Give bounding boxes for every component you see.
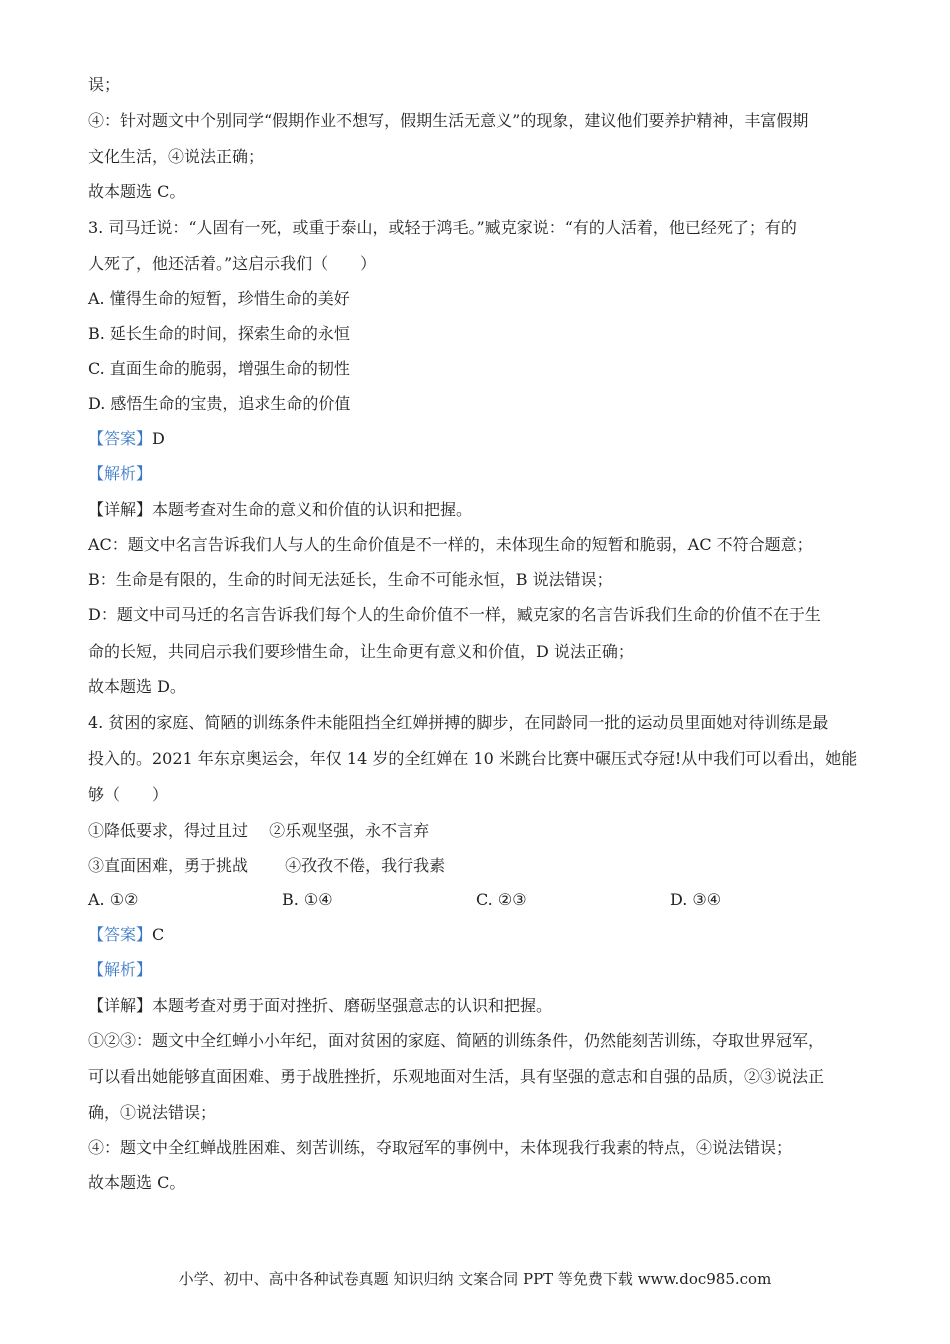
analysis-tag: 【解析】: [88, 464, 153, 483]
question-4-stem: 够（ ）: [88, 785, 169, 804]
detail-tag: 【详解】: [88, 500, 153, 519]
question-4-option-a: A. ①②: [88, 890, 139, 909]
text-line: ①②③：题文中全红蝉小小年纪，面对贫困的家庭、简陋的训练条件，仍然能刻苦训练，夺取世界冠军，: [88, 1031, 825, 1050]
question-3-option-a: A. 懂得生命的短暂，珍惜生命的美好: [88, 289, 350, 308]
text-line: 故本题选 C。: [88, 1173, 186, 1192]
text-line: 误；: [88, 75, 121, 94]
answer-value: C: [152, 925, 165, 944]
text-line: ④：题文中全红蝉战胜困难、刻苦训练，夺取冠军的事例中，未体现我行我素的特点，④说法错误；: [88, 1138, 793, 1157]
text-line: D：题文中司马迁的名言告诉我们每个人的生命价值不一样，臧克家的名言告诉我们生命的价值不在于生: [88, 605, 821, 624]
question-4-items: ③直面困难，勇于挑战 ④孜孜不倦，我行我素: [88, 856, 446, 875]
text-line: 可以看出她能够直面困难、勇于战胜挫折，乐观地面对生活，具有坚强的意志和自强的品质，②③说法正: [88, 1067, 825, 1086]
question-4-analysis-tag: [88, 959, 152, 981]
text-line: 故本题选 C。: [88, 182, 186, 201]
answer-tag: 【答案】: [88, 925, 153, 944]
text-line: B：生命是有限的，生命的时间无法延长，生命不可能永恒，B 说法错误；: [88, 570, 613, 589]
question-4-option-c: C. ②③: [476, 890, 527, 909]
question-4-items: ①降低要求，得过且过 ②乐观坚强，永不言弃: [88, 821, 430, 840]
text-line: 文化生活，④说法正确；: [88, 147, 265, 166]
page-footer: 小学、初中、高中各种试卷真题 知识归纳 文案合同 PPT 等免费下载 www.doc985.com: [178, 1270, 772, 1288]
text-line: 命的长短，共同启示我们要珍惜生命，让生命更有意义和价值，D 说法正确；: [88, 642, 634, 661]
question-3-option-c: C. 直面生命的脆弱，增强生命的韧性: [88, 359, 350, 378]
answer-value: D: [152, 429, 165, 448]
detail-text: 本题考查对勇于面对挫折、磨砺坚强意志的认识和把握。: [152, 996, 553, 1015]
text-line: AC：题文中名言告诉我们人与人的生命价值是不一样的，未体现生命的短暂和脆弱，AC 不符合题意；: [88, 535, 813, 554]
question-4-stem: 4. 贫困的家庭、简陋的训练条件未能阻挡全红婵拼搏的脚步，在同龄同一批的运动员里面她对待训练是最: [88, 713, 829, 732]
detail-text: 本题考查对生命的意义和价值的认识和把握。: [152, 500, 473, 519]
question-4-option-d: D. ③④: [670, 890, 722, 909]
question-4-detail: [88, 995, 552, 1017]
detail-tag: 【详解】: [88, 996, 153, 1015]
analysis-tag: 【解析】: [88, 960, 153, 979]
text-line: ④：针对题文中个别同学“假期作业不想写，假期生活无意义”的现象，建议他们要养护精神，丰富假期: [88, 111, 809, 130]
question-3-stem: 人死了，他还活着。”这启示我们（ ）: [88, 254, 377, 273]
answer-tag: 【答案】: [88, 429, 153, 448]
question-3-option-d: D. 感悟生命的宝贵，追求生命的价值: [88, 394, 351, 413]
question-3-analysis-tag: [88, 463, 152, 485]
question-3-answer: [88, 428, 165, 450]
question-4-stem: 投入的。2021 年东京奥运会，年仅 14 岁的全红婵在 10 米跳台比赛中碾压式夺冠!从中我们可以看出，她能: [88, 749, 858, 768]
question-4-answer: [88, 924, 164, 946]
text-line: 故本题选 D。: [88, 677, 186, 696]
text-line: 确，①说法错误；: [88, 1103, 217, 1122]
question-3-stem: 3. 司马迁说：“人固有一死，或重于泰山，或轻于鸿毛。”臧克家说：“有的人活着，他已经死了；有的: [88, 218, 797, 237]
question-3-option-b: B. 延长生命的时间，探索生命的永恒: [88, 324, 350, 343]
question-4-option-b: B. ①④: [282, 890, 333, 909]
question-3-detail: [88, 499, 472, 521]
